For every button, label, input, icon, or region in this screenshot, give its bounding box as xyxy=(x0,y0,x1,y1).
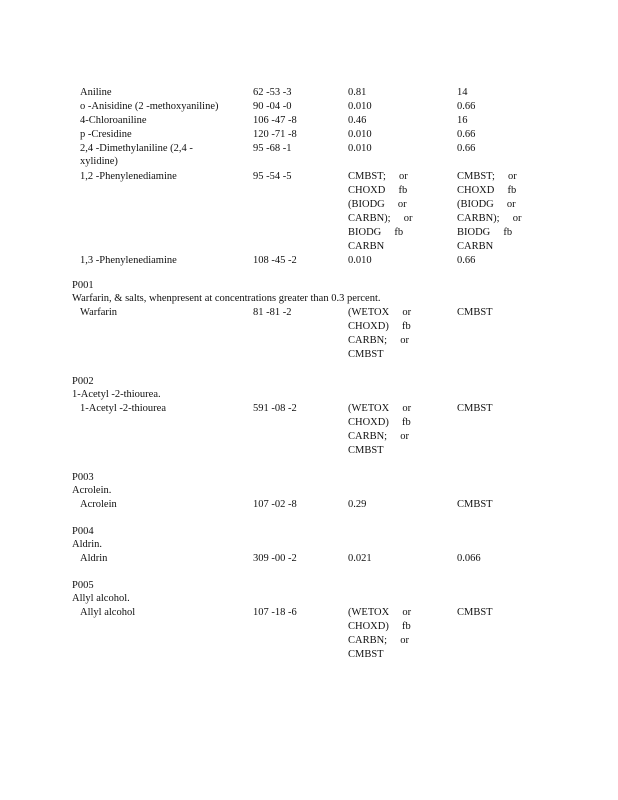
row-nww: CMBST xyxy=(457,307,493,318)
waste-description: 1-Acetyl -2-thiourea. xyxy=(72,389,161,400)
row-ww: 0.010 xyxy=(348,101,372,112)
waste-code: P003 xyxy=(72,472,94,483)
ww-line: CARBN; or xyxy=(348,335,409,346)
row-ww: 0.46 xyxy=(348,115,367,126)
row-name: o -Anisidine (2 -methoxyaniline) xyxy=(80,101,219,112)
row-nww: CMBST xyxy=(457,403,493,414)
row-ww: 0.021 xyxy=(348,553,372,564)
row-nww: 0.66 xyxy=(457,255,476,266)
nww-line: CHOXD fb xyxy=(457,185,517,196)
waste-description: Aldrin. xyxy=(72,539,103,550)
waste-description: Warfarin, & salts, whenpresent at concentrations greater than 0.3 percent. xyxy=(72,293,381,304)
row-nww: 16 xyxy=(457,115,468,126)
ww-line: (WETOX or xyxy=(348,307,412,318)
row-ww: 0.010 xyxy=(348,255,372,266)
ww-line: (WETOX or xyxy=(348,607,412,618)
waste-code: P001 xyxy=(72,280,94,291)
ww-line: BIODG fb xyxy=(348,227,404,238)
row-ww-stack xyxy=(348,306,411,362)
nww-line: BIODG fb xyxy=(457,227,513,238)
row-cas: 120 -71 -8 xyxy=(253,129,297,140)
row-nww-stack xyxy=(457,170,521,254)
row-cas: 309 -00 -2 xyxy=(253,553,297,564)
ww-line: CHOXD fb xyxy=(348,185,408,196)
row-name: 2,4 -Dimethylaniline (2,4 - xyxy=(80,143,193,154)
ww-line: CARBN xyxy=(348,241,385,252)
waste-description: Acrolein. xyxy=(72,485,112,496)
ww-line: CHOXD) fb xyxy=(348,321,411,332)
ww-line: CHOXD) fb xyxy=(348,417,411,428)
ww-line: CMBST xyxy=(348,649,384,660)
row-ww: 0.010 xyxy=(348,129,372,140)
ww-line: CMBST xyxy=(348,349,384,360)
row-nww: CMBST xyxy=(457,607,493,618)
row-cas: 90 -04 -0 xyxy=(253,101,292,112)
ww-line: CARBN; or xyxy=(348,431,409,442)
ww-line: CHOXD) fb xyxy=(348,621,411,632)
row-cas: 95 -68 -1 xyxy=(253,143,292,154)
waste-code: P002 xyxy=(72,376,94,387)
row-name: p -Cresidine xyxy=(80,129,132,140)
waste-code: P004 xyxy=(72,526,94,537)
waste-code: P005 xyxy=(72,580,94,591)
row-cas: 62 -53 -3 xyxy=(253,87,292,98)
row-name: Allyl alcohol xyxy=(80,607,136,618)
nww-line: CARBN xyxy=(457,241,494,252)
row-nww: 0.66 xyxy=(457,129,476,140)
nww-line: CARBN); or xyxy=(457,213,522,224)
ww-line: (WETOX or xyxy=(348,403,412,414)
row-nww: 0.066 xyxy=(457,553,481,564)
row-cas: 95 -54 -5 xyxy=(253,171,292,182)
row-name: Aldrin xyxy=(80,553,108,564)
nww-line: (BIODG or xyxy=(457,199,516,210)
row-ww-stack xyxy=(348,402,411,458)
row-cas: 106 -47 -8 xyxy=(253,115,297,126)
ww-line: (BIODG or xyxy=(348,199,407,210)
ww-line: CARBN); or xyxy=(348,213,413,224)
row-ww-stack xyxy=(348,170,412,254)
ww-line: CMBST xyxy=(348,445,384,456)
row-ww: 0.81 xyxy=(348,87,367,98)
row-name: Acrolein xyxy=(80,499,117,510)
row-name: 1,2 -Phenylenediamine xyxy=(80,171,177,182)
row-ww-stack xyxy=(348,606,411,662)
row-name: Warfarin xyxy=(80,307,118,318)
waste-description: Allyl alcohol. xyxy=(72,593,130,604)
row-cas: 591 -08 -2 xyxy=(253,403,297,414)
nww-line: CMBST; or xyxy=(457,171,517,182)
row-name: 1-Acetyl -2-thiourea xyxy=(80,403,167,414)
row-cas: 107 -18 -6 xyxy=(253,607,297,618)
row-ww: 0.29 xyxy=(348,499,367,510)
row-name: 1,3 -Phenylenediamine xyxy=(80,255,177,266)
ww-line: CMBST; or xyxy=(348,171,408,182)
row-name-cont: xylidine) xyxy=(80,156,118,167)
row-name: 4-Chloroaniline xyxy=(80,115,147,126)
row-nww: 0.66 xyxy=(457,101,476,112)
row-cas: 108 -45 -2 xyxy=(253,255,297,266)
row-nww: 14 xyxy=(457,87,468,98)
row-ww: 0.010 xyxy=(348,143,372,154)
row-nww: CMBST xyxy=(457,499,493,510)
row-nww: 0.66 xyxy=(457,143,476,154)
ww-line: CARBN; or xyxy=(348,635,409,646)
row-cas: 81 -81 -2 xyxy=(253,307,292,318)
row-cas: 107 -02 -8 xyxy=(253,499,297,510)
row-name: Aniline xyxy=(80,87,112,98)
